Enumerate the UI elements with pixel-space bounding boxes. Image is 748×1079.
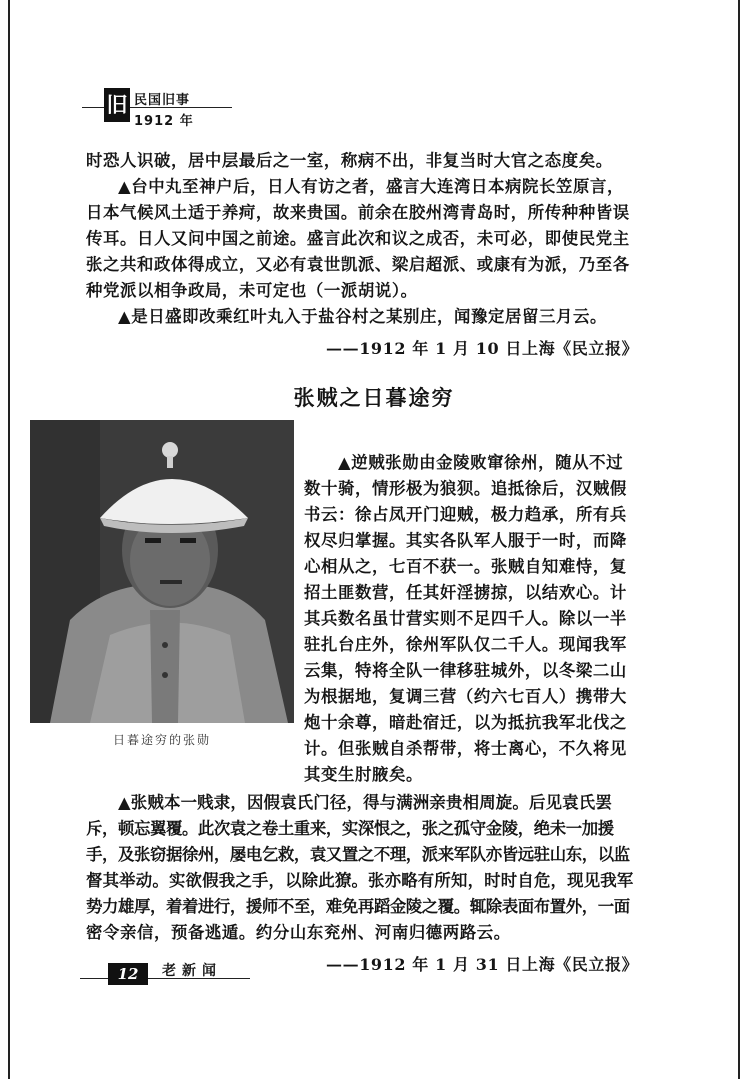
article2-side-line: 炮十余尊，暗赴宿迁，以为抵抗我军北伐之 [304, 713, 627, 732]
article2-side-line: 其兵数名虽廿营实则不足四千人。除以一半 [304, 609, 627, 628]
photo-caption: 日暮途穷的张勋 [112, 733, 211, 747]
article2-side-line: 为根据地，复调三营（约六七百人）携带大 [304, 687, 627, 706]
article2-title: 张贼之日暮途穷 [293, 386, 455, 410]
header-year: 1912 年 [134, 114, 194, 129]
article2-line: 督其举动。实欲假我之手，以除此獠。张亦略有所知，时时自危，现见我军 [86, 871, 634, 890]
running-header [82, 86, 242, 129]
article2-side-line: 计。但张贼自杀帮带，将士离心，不久将见 [304, 739, 627, 758]
article1-line: 日本气候风土适于养疴，故来贵国。前余在胶州湾青岛时，所传种种皆误 [86, 203, 630, 222]
article1-source: ——1912 年 1 月 10 日上海《民立报》 [326, 339, 639, 358]
article2-line: 斥，顿忘翼覆。此次袁之卷土重来，实深恨之，张之孤守金陵，绝未一加援 [86, 819, 614, 838]
header-series-title: 民国旧事 [134, 93, 191, 108]
article1-line: 传耳。日人又问中国之前途。盛言此次和议之成否，未可必，即使民党主 [86, 229, 630, 248]
article2-source: ——1912 年 1 月 31 日上海《民立报》 [326, 955, 639, 974]
article2-side-line: 心相从之，七百不获一。张贼自知难恃，复 [304, 557, 627, 576]
article2-side-line: 书云：徐占凤开门迎贼，极力趋承，所有兵 [304, 505, 627, 524]
page-number: 12 [108, 963, 148, 985]
article2-side-line: 数十骑，情形极为狼狈。追抵徐后，汉贼假 [304, 479, 627, 498]
article2-side-line: ▲逆贼张勋由金陵败窜徐州，随从不过 [338, 453, 624, 472]
portrait-illustration [30, 420, 294, 723]
article2-line: 手，及张窃据徐州，屡电乞救，袁又置之不理，派来军队亦皆远驻山东，以监 [86, 845, 630, 864]
portrait-photo [30, 420, 294, 723]
article2-line: ▲张贼本一贱隶，因假袁氏门径，得与满洲亲贵相周旋。后见袁氏罢 [118, 793, 612, 812]
article2-line: 密令亲信，预备逃遁。约分山东兖州、河南归德两路云。 [86, 923, 511, 942]
article1-line: ▲台中丸至神户后，日人有访之者，盛言大连湾日本病院长笠原言， [118, 177, 624, 196]
footer-label: 老新闻 [162, 963, 222, 979]
article2-side-line: 招土匪数营，任其奸淫掳掠，以结欢心。计 [304, 583, 627, 602]
article2-side-line: 云集，特将全队一律移驻城外，以冬梁二山 [304, 661, 627, 680]
article2-line: 势力雄厚，着着进行，援师不至，难免再蹈金陵之覆。辄除表面布置外，一面 [86, 897, 630, 916]
article1-line: 张之共和政体得成立，又必有袁世凯派、梁启超派、或康有为派，乃至各 [86, 255, 630, 274]
header-seal: 旧 [104, 88, 130, 122]
article1-line: 种党派以相争政局，未可定也（一派胡说）。 [86, 281, 418, 300]
article1-line: ▲是日盛即改乘红叶丸入于盐谷村之某别庄，闻豫定居留三月云。 [118, 307, 607, 326]
article2-side-line: 驻扎台庄外，徐州军队仅二千人。现闻我军 [304, 635, 627, 654]
article2-side-line: 权尽归掌握。其实各队军人服于一时，而降 [304, 531, 627, 550]
article2-side-line: 其变生肘腋矣。 [304, 765, 423, 784]
article1-line: 时恐人识破，居中层最后之一室，称病不出，非复当时大官之态度矣。 [86, 151, 613, 170]
